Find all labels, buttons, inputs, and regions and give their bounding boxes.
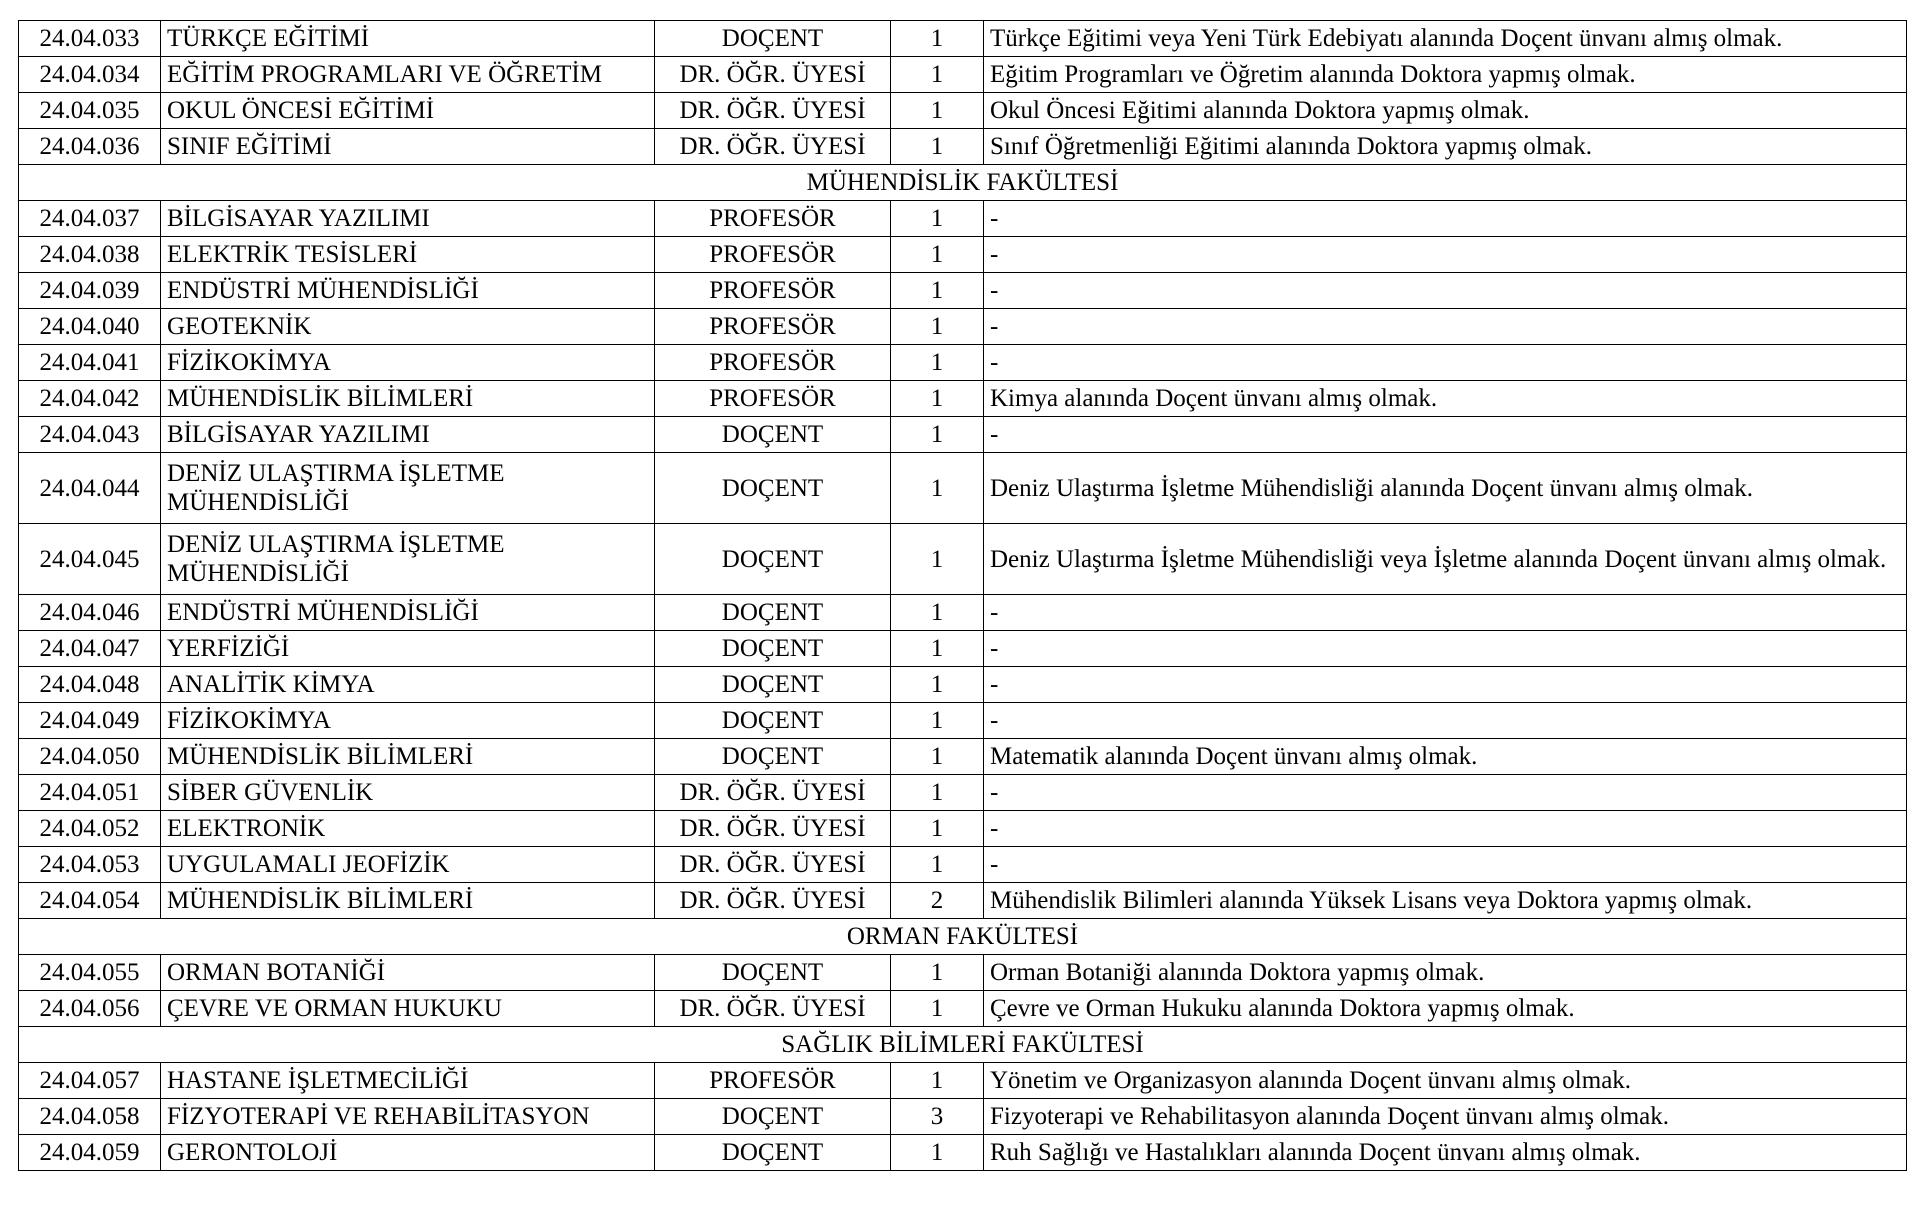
academic-title-cell: DOÇENT bbox=[655, 453, 891, 524]
position-code-cell: 24.04.048 bbox=[19, 667, 161, 703]
position-code-cell: 24.04.035 bbox=[19, 93, 161, 129]
position-code-cell: 24.04.037 bbox=[19, 201, 161, 237]
academic-title-cell: DR. ÖĞR. ÜYESİ bbox=[655, 991, 891, 1027]
department-cell: OKUL ÖNCESİ EĞİTİMİ bbox=[161, 93, 655, 129]
requirement-cell: Eğitim Programları ve Öğretim alanında Doktora yapmış olmak. bbox=[984, 57, 1907, 93]
department-cell: DENİZ ULAŞTIRMA İŞLETME MÜHENDİSLİĞİ bbox=[161, 453, 655, 524]
table-row bbox=[19, 453, 1907, 524]
faculty-section-row bbox=[19, 919, 1907, 955]
table-row bbox=[19, 345, 1907, 381]
position-count-cell: 1 bbox=[891, 381, 984, 417]
position-count-cell: 1 bbox=[891, 201, 984, 237]
table-row bbox=[19, 631, 1907, 667]
table-row bbox=[19, 595, 1907, 631]
position-code-cell: 24.04.051 bbox=[19, 775, 161, 811]
academic-title-cell: DR. ÖĞR. ÜYESİ bbox=[655, 847, 891, 883]
position-count-cell: 1 bbox=[891, 955, 984, 991]
position-count-cell: 1 bbox=[891, 524, 984, 595]
table-row bbox=[19, 129, 1907, 165]
department-cell: MÜHENDİSLİK BİLİMLERİ bbox=[161, 739, 655, 775]
requirement-cell: Yönetim ve Organizasyon alanında Doçent ünvanı almış olmak. bbox=[984, 1063, 1907, 1099]
academic-title-cell: PROFESÖR bbox=[655, 273, 891, 309]
requirement-cell: - bbox=[984, 595, 1907, 631]
department-cell: UYGULAMALI JEOFİZİK bbox=[161, 847, 655, 883]
position-code-cell: 24.04.033 bbox=[19, 21, 161, 57]
department-cell: YERFİZİĞİ bbox=[161, 631, 655, 667]
requirement-cell: - bbox=[984, 417, 1907, 453]
requirement-cell: - bbox=[984, 703, 1907, 739]
position-code-cell: 24.04.053 bbox=[19, 847, 161, 883]
position-count-cell: 3 bbox=[891, 1099, 984, 1135]
position-code-cell: 24.04.038 bbox=[19, 237, 161, 273]
academic-title-cell: DOÇENT bbox=[655, 631, 891, 667]
position-code-cell: 24.04.057 bbox=[19, 1063, 161, 1099]
department-cell: MÜHENDİSLİK BİLİMLERİ bbox=[161, 381, 655, 417]
requirement-cell: Deniz Ulaştırma İşletme Mühendisliği alanında Doçent ünvanı almış olmak. bbox=[984, 453, 1907, 524]
position-code-cell: 24.04.059 bbox=[19, 1135, 161, 1171]
requirement-cell: - bbox=[984, 775, 1907, 811]
department-cell: DENİZ ULAŞTIRMA İŞLETME MÜHENDİSLİĞİ bbox=[161, 524, 655, 595]
requirement-cell: Mühendislik Bilimleri alanında Yüksek Lisans veya Doktora yapmış olmak. bbox=[984, 883, 1907, 919]
table-row bbox=[19, 739, 1907, 775]
department-cell: ELEKTRİK TESİSLERİ bbox=[161, 237, 655, 273]
requirement-cell: - bbox=[984, 667, 1907, 703]
table-row bbox=[19, 703, 1907, 739]
table-row bbox=[19, 1099, 1907, 1135]
academic-title-cell: PROFESÖR bbox=[655, 345, 891, 381]
table-row bbox=[19, 273, 1907, 309]
table-row bbox=[19, 1063, 1907, 1099]
position-count-cell: 1 bbox=[891, 847, 984, 883]
department-cell: ENDÜSTRİ MÜHENDİSLİĞİ bbox=[161, 595, 655, 631]
department-cell: GEOTEKNİK bbox=[161, 309, 655, 345]
academic-title-cell: DR. ÖĞR. ÜYESİ bbox=[655, 129, 891, 165]
department-cell: BİLGİSAYAR YAZILIMI bbox=[161, 417, 655, 453]
table-row bbox=[19, 524, 1907, 595]
table-row bbox=[19, 847, 1907, 883]
academic-title-cell: PROFESÖR bbox=[655, 1063, 891, 1099]
table-row bbox=[19, 21, 1907, 57]
position-code-cell: 24.04.055 bbox=[19, 955, 161, 991]
department-cell: ÇEVRE VE ORMAN HUKUKU bbox=[161, 991, 655, 1027]
department-cell: BİLGİSAYAR YAZILIMI bbox=[161, 201, 655, 237]
academic-title-cell: DOÇENT bbox=[655, 667, 891, 703]
table-row bbox=[19, 811, 1907, 847]
academic-title-cell: DOÇENT bbox=[655, 595, 891, 631]
academic-title-cell: DOÇENT bbox=[655, 1135, 891, 1171]
position-code-cell: 24.04.052 bbox=[19, 811, 161, 847]
position-count-cell: 1 bbox=[891, 417, 984, 453]
position-count-cell: 1 bbox=[891, 667, 984, 703]
position-count-cell: 1 bbox=[891, 775, 984, 811]
table-row bbox=[19, 381, 1907, 417]
position-code-cell: 24.04.042 bbox=[19, 381, 161, 417]
position-count-cell: 1 bbox=[891, 991, 984, 1027]
position-code-cell: 24.04.058 bbox=[19, 1099, 161, 1135]
position-code-cell: 24.04.050 bbox=[19, 739, 161, 775]
department-cell: FİZİKOKİMYA bbox=[161, 345, 655, 381]
department-cell: ELEKTRONİK bbox=[161, 811, 655, 847]
position-code-cell: 24.04.036 bbox=[19, 129, 161, 165]
department-cell: HASTANE İŞLETMECİLİĞİ bbox=[161, 1063, 655, 1099]
position-code-cell: 24.04.044 bbox=[19, 453, 161, 524]
position-code-cell: 24.04.046 bbox=[19, 595, 161, 631]
position-count-cell: 1 bbox=[891, 345, 984, 381]
faculty-section-label: SAĞLIK BİLİMLERİ FAKÜLTESİ bbox=[19, 1027, 1907, 1063]
academic-title-cell: DR. ÖĞR. ÜYESİ bbox=[655, 811, 891, 847]
requirement-cell: Orman Botaniği alanında Doktora yapmış olmak. bbox=[984, 955, 1907, 991]
position-count-cell: 1 bbox=[891, 739, 984, 775]
position-count-cell: 1 bbox=[891, 21, 984, 57]
table-row bbox=[19, 775, 1907, 811]
academic-title-cell: DOÇENT bbox=[655, 417, 891, 453]
faculty-section-row bbox=[19, 1027, 1907, 1063]
faculty-section-label: MÜHENDİSLİK FAKÜLTESİ bbox=[19, 165, 1907, 201]
position-code-cell: 24.04.043 bbox=[19, 417, 161, 453]
requirement-cell: Sınıf Öğretmenliği Eğitimi alanında Doktora yapmış olmak. bbox=[984, 129, 1907, 165]
position-count-cell: 1 bbox=[891, 273, 984, 309]
academic-title-cell: PROFESÖR bbox=[655, 237, 891, 273]
table-row bbox=[19, 201, 1907, 237]
requirement-cell: Türkçe Eğitimi veya Yeni Türk Edebiyatı alanında Doçent ünvanı almış olmak. bbox=[984, 21, 1907, 57]
position-code-cell: 24.04.045 bbox=[19, 524, 161, 595]
department-cell: FİZYOTERAPİ VE REHABİLİTASYON bbox=[161, 1099, 655, 1135]
academic-title-cell: DOÇENT bbox=[655, 21, 891, 57]
academic-title-cell: PROFESÖR bbox=[655, 309, 891, 345]
requirement-cell: Fizyoterapi ve Rehabilitasyon alanında Doçent ünvanı almış olmak. bbox=[984, 1099, 1907, 1135]
department-cell: EĞİTİM PROGRAMLARI VE ÖĞRETİM bbox=[161, 57, 655, 93]
requirement-cell: Çevre ve Orman Hukuku alanında Doktora yapmış olmak. bbox=[984, 991, 1907, 1027]
requirement-cell: Ruh Sağlığı ve Hastalıkları alanında Doçent ünvanı almış olmak. bbox=[984, 1135, 1907, 1171]
table-row bbox=[19, 93, 1907, 129]
position-code-cell: 24.04.039 bbox=[19, 273, 161, 309]
requirement-cell: - bbox=[984, 237, 1907, 273]
position-count-cell: 1 bbox=[891, 631, 984, 667]
table-row bbox=[19, 667, 1907, 703]
table-row bbox=[19, 955, 1907, 991]
requirement-cell: - bbox=[984, 345, 1907, 381]
position-count-cell: 1 bbox=[891, 129, 984, 165]
requirement-cell: Kimya alanında Doçent ünvanı almış olmak. bbox=[984, 381, 1907, 417]
academic-title-cell: DR. ÖĞR. ÜYESİ bbox=[655, 883, 891, 919]
position-count-cell: 2 bbox=[891, 883, 984, 919]
academic-title-cell: PROFESÖR bbox=[655, 201, 891, 237]
table-row bbox=[19, 991, 1907, 1027]
department-cell: ORMAN BOTANİĞİ bbox=[161, 955, 655, 991]
table-row bbox=[19, 883, 1907, 919]
position-code-cell: 24.04.049 bbox=[19, 703, 161, 739]
positions-table-body bbox=[19, 21, 1907, 1171]
position-code-cell: 24.04.041 bbox=[19, 345, 161, 381]
position-code-cell: 24.04.056 bbox=[19, 991, 161, 1027]
department-cell: FİZİKOKİMYA bbox=[161, 703, 655, 739]
faculty-section-row bbox=[19, 165, 1907, 201]
position-count-cell: 1 bbox=[891, 453, 984, 524]
table-row bbox=[19, 57, 1907, 93]
requirement-cell: - bbox=[984, 309, 1907, 345]
position-count-cell: 1 bbox=[891, 309, 984, 345]
positions-table bbox=[18, 20, 1907, 1171]
department-cell: ANALİTİK KİMYA bbox=[161, 667, 655, 703]
table-row bbox=[19, 309, 1907, 345]
academic-title-cell: DOÇENT bbox=[655, 524, 891, 595]
position-count-cell: 1 bbox=[891, 811, 984, 847]
position-code-cell: 24.04.047 bbox=[19, 631, 161, 667]
position-count-cell: 1 bbox=[891, 93, 984, 129]
requirement-cell: Matematik alanında Doçent ünvanı almış olmak. bbox=[984, 739, 1907, 775]
position-count-cell: 1 bbox=[891, 57, 984, 93]
department-cell: GERONTOLOJİ bbox=[161, 1135, 655, 1171]
position-code-cell: 24.04.054 bbox=[19, 883, 161, 919]
requirement-cell: - bbox=[984, 811, 1907, 847]
faculty-section-label: ORMAN FAKÜLTESİ bbox=[19, 919, 1907, 955]
department-cell: ENDÜSTRİ MÜHENDİSLİĞİ bbox=[161, 273, 655, 309]
department-cell: SİBER GÜVENLİK bbox=[161, 775, 655, 811]
department-cell: MÜHENDİSLİK BİLİMLERİ bbox=[161, 883, 655, 919]
position-code-cell: 24.04.034 bbox=[19, 57, 161, 93]
academic-title-cell: DOÇENT bbox=[655, 955, 891, 991]
requirement-cell: - bbox=[984, 201, 1907, 237]
academic-title-cell: DOÇENT bbox=[655, 703, 891, 739]
requirement-cell: Deniz Ulaştırma İşletme Mühendisliği veya İşletme alanında Doçent ünvanı almış olmak. bbox=[984, 524, 1907, 595]
academic-title-cell: DOÇENT bbox=[655, 739, 891, 775]
requirement-cell: - bbox=[984, 273, 1907, 309]
requirement-cell: - bbox=[984, 847, 1907, 883]
academic-title-cell: DR. ÖĞR. ÜYESİ bbox=[655, 57, 891, 93]
department-cell: SINIF EĞİTİMİ bbox=[161, 129, 655, 165]
academic-title-cell: DR. ÖĞR. ÜYESİ bbox=[655, 775, 891, 811]
department-cell: TÜRKÇE EĞİTİMİ bbox=[161, 21, 655, 57]
requirement-cell: Okul Öncesi Eğitimi alanında Doktora yapmış olmak. bbox=[984, 93, 1907, 129]
table-row bbox=[19, 237, 1907, 273]
position-count-cell: 1 bbox=[891, 703, 984, 739]
position-count-cell: 1 bbox=[891, 1063, 984, 1099]
academic-title-cell: PROFESÖR bbox=[655, 381, 891, 417]
position-count-cell: 1 bbox=[891, 1135, 984, 1171]
requirement-cell: - bbox=[984, 631, 1907, 667]
position-count-cell: 1 bbox=[891, 595, 984, 631]
table-row bbox=[19, 417, 1907, 453]
table-row bbox=[19, 1135, 1907, 1171]
position-code-cell: 24.04.040 bbox=[19, 309, 161, 345]
academic-title-cell: DR. ÖĞR. ÜYESİ bbox=[655, 93, 891, 129]
position-count-cell: 1 bbox=[891, 237, 984, 273]
academic-title-cell: DOÇENT bbox=[655, 1099, 891, 1135]
